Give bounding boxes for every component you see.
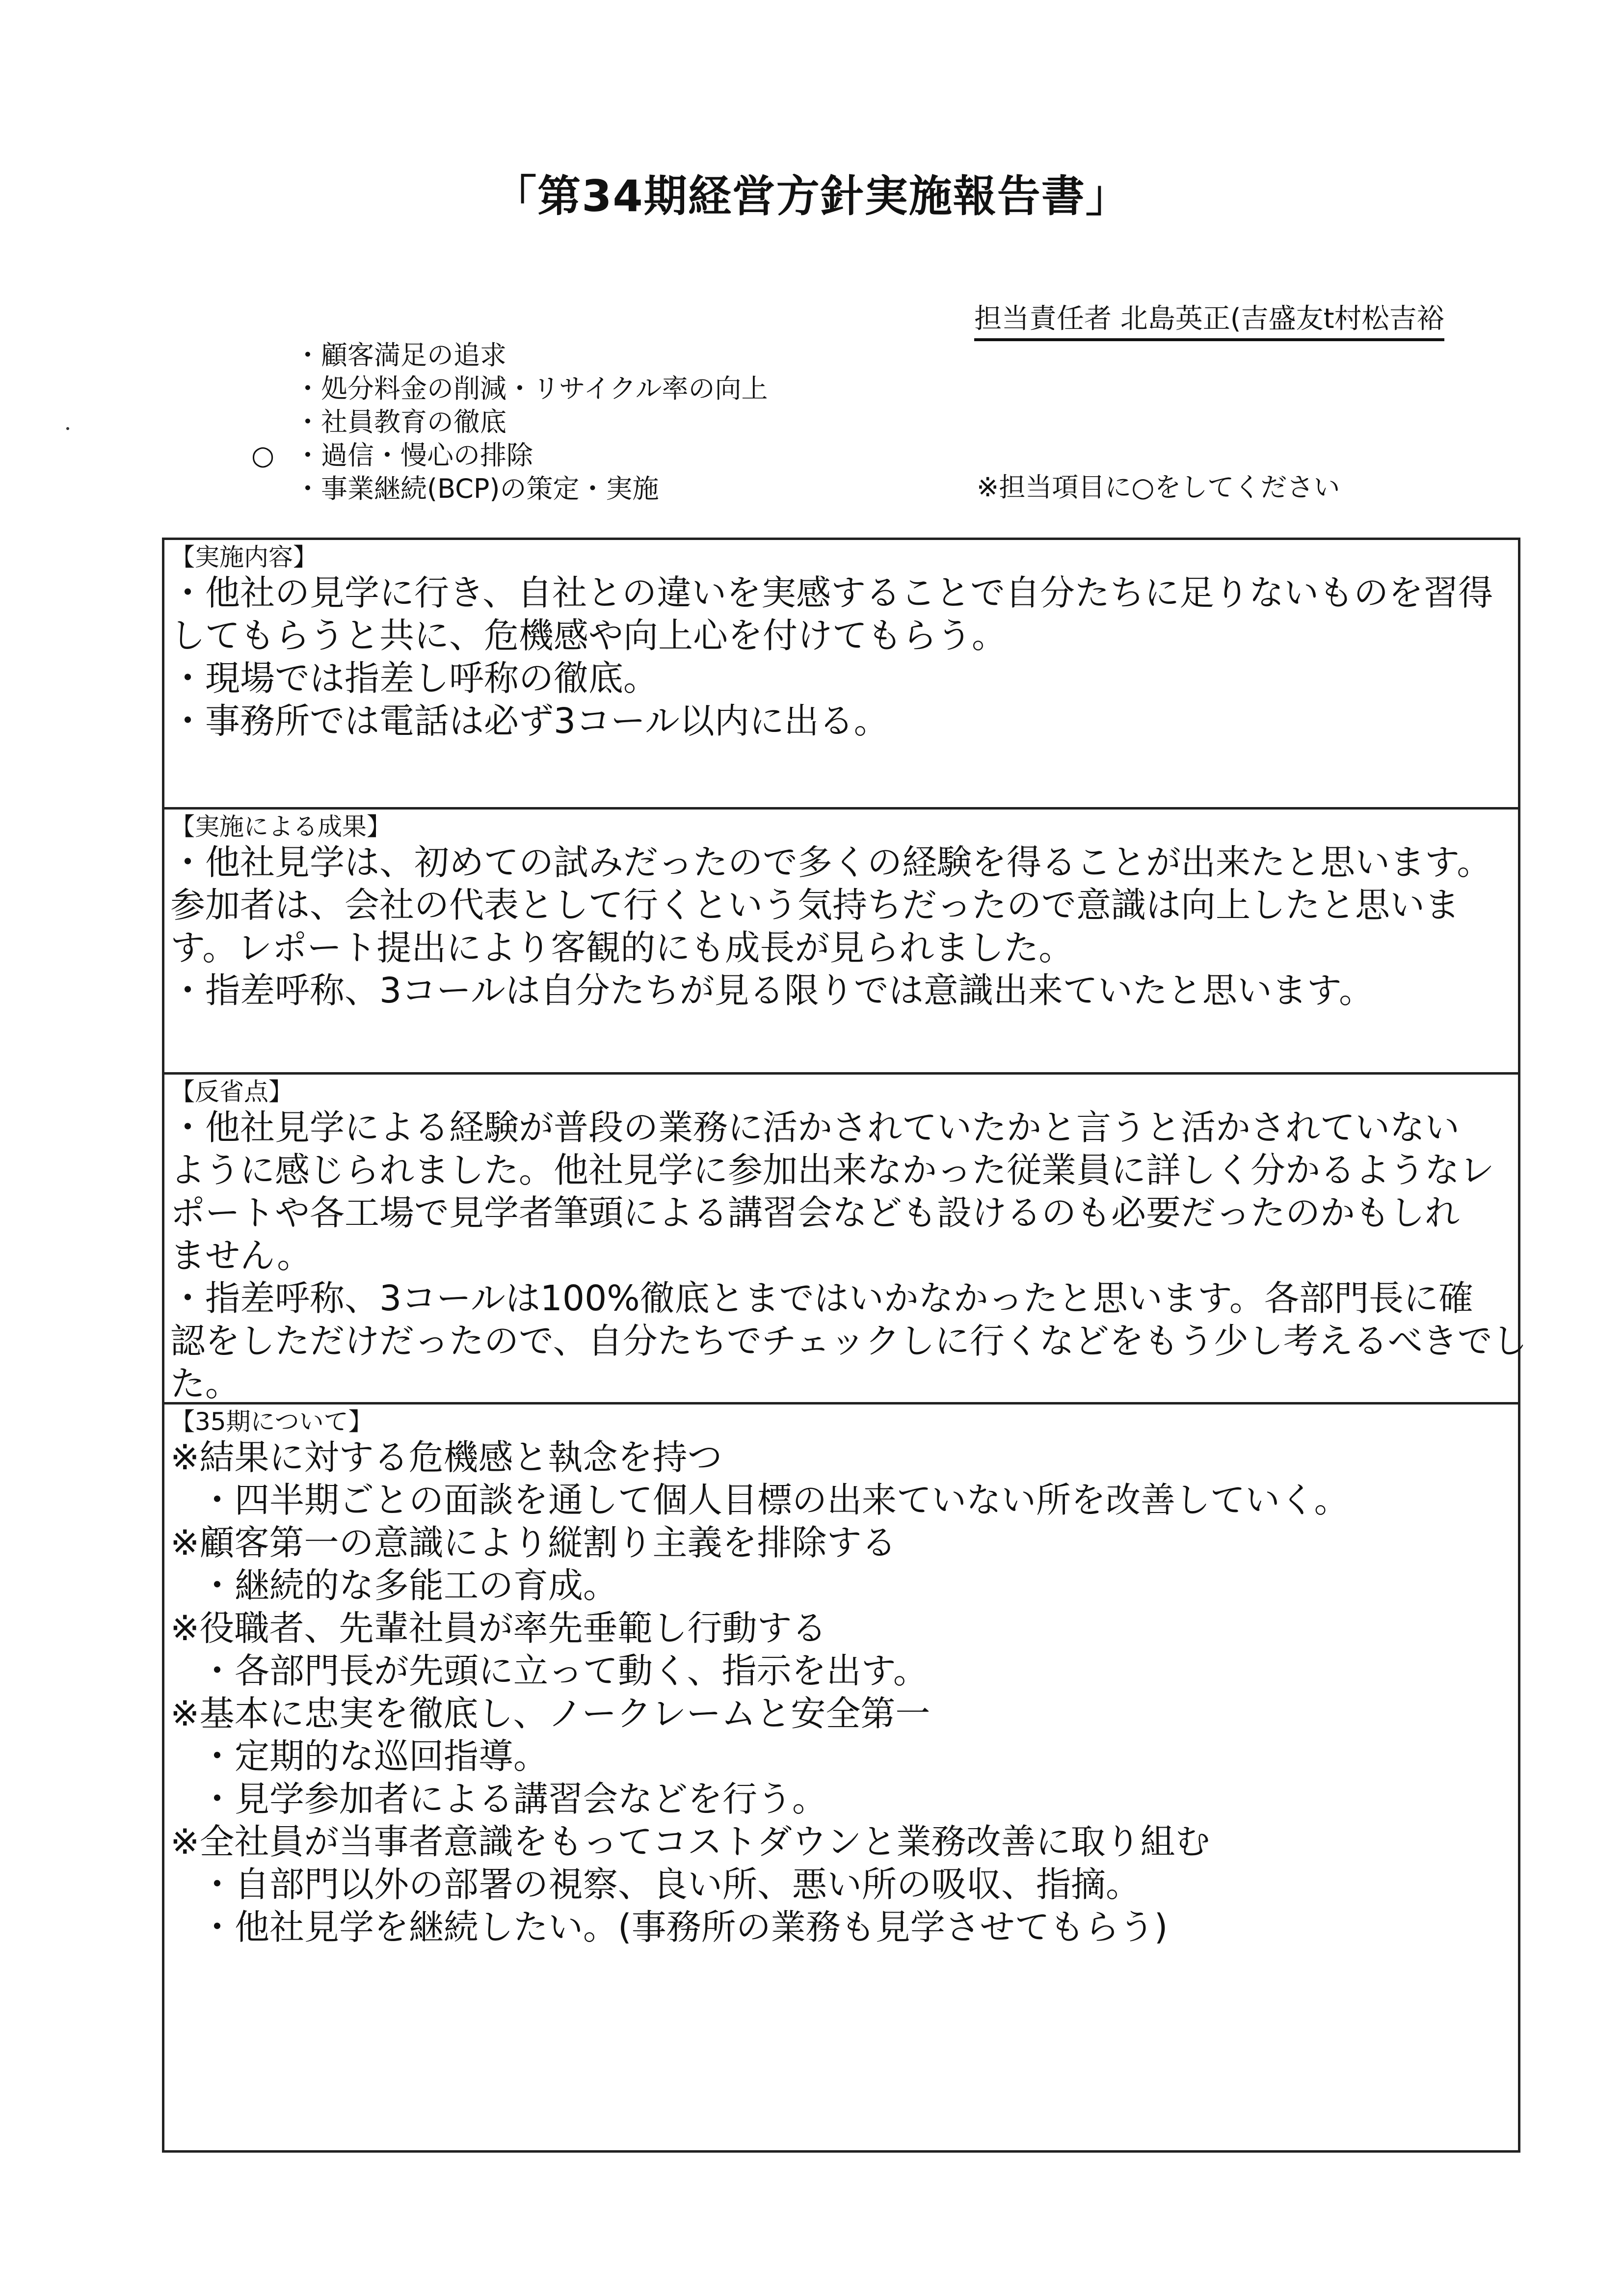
policy-text: ・事業継続(BCP)の策定・実施: [294, 473, 659, 504]
text-line: ・他社見学を継続したい。(事務所の業務も見学させてもらう): [200, 1907, 1168, 1947]
policy-text: ・社員教育の徹底: [294, 406, 506, 437]
responsible-person: 担当責任者 北島英正(吉盛友t村松吉裕: [974, 297, 1444, 341]
text-line: す。レポート提出により客観的にも成長が見られました。: [170, 927, 1074, 968]
policy-text: ・顧客満足の追求: [294, 340, 506, 371]
policy-item: [294, 472, 768, 506]
text-line: ※基本に忠実を徹底し、ノークレームと安全第一: [170, 1693, 931, 1734]
text-line: ・見学参加者による講習会などを行う。: [200, 1779, 827, 1819]
section-label: 【反省点】: [170, 1078, 293, 1106]
report-table: [162, 538, 1527, 2153]
text-line: ※役職者、先輩社員が率先垂範し行動する: [170, 1608, 827, 1648]
text-line: ・継続的な多能工の育成。: [200, 1565, 618, 1606]
text-line: ※顧客第一の意識により縦割り主義を排除する: [170, 1522, 897, 1563]
text-line: ・他社見学による経験が普段の業務に活かされていたかと言うと活かされていない: [170, 1107, 1460, 1148]
text-line: 認をしただけだったので、自分たちでチェックしに行くなどをもう少し考えるべきでし: [170, 1321, 1527, 1361]
page-title: 「第34期経営方針実施報告書」: [493, 171, 1130, 221]
section-reflection: [164, 1075, 1527, 1405]
text-line: ・定期的な巡回指導。: [200, 1736, 549, 1777]
text-line: た。: [170, 1363, 240, 1404]
policy-item: [294, 405, 768, 439]
selected-mark: ○: [251, 440, 275, 471]
text-line: ・四半期ごとの面談を通して個人目標の出来ていない所を改善していく。: [200, 1480, 1349, 1520]
policy-item: [251, 439, 768, 472]
text-line: ※全社員が当事者意識をもってコストダウンと業務改善に取り組む: [170, 1821, 1210, 1862]
section-label: 【35期について】: [170, 1407, 373, 1436]
text-line: 参加者は、会社の代表として行くという気持ちだったので意識は向上したと思いま: [170, 885, 1460, 925]
section-label: 【実施内容】: [170, 543, 318, 571]
instruction-note: ※担当項目に○をしてください: [977, 472, 1340, 503]
policy-text: ・過信・慢心の排除: [294, 440, 533, 471]
scan-speck: [66, 427, 69, 430]
text-line: ・事務所では電話は必ず3コール以内に出る。: [170, 701, 889, 741]
text-line: ※結果に対する危機感と執念を持つ: [170, 1437, 722, 1478]
section-next-term: [164, 1405, 1518, 2153]
text-line: ません。: [170, 1235, 312, 1276]
text-line: ポートや各工場で見学者筆頭による講習会なども設けるのも必要だったのかもしれ: [170, 1192, 1460, 1233]
section-results: [164, 810, 1518, 1075]
policy-list: [251, 339, 768, 506]
text-line: ・現場では指差し呼称の徹底。: [170, 658, 659, 699]
text-line: ・他社見学は、初めての試みだったので多くの経験を得ることが出来たと思います。: [170, 842, 1492, 883]
text-line: ・各部門長が先頭に立って動く、指示を出す。: [200, 1650, 928, 1691]
text-line: ・指差呼称、3コールは100%徹底とまではいかなかったと思います。各部門長に確: [170, 1278, 1474, 1319]
text-line: ように感じられました。他社見学に参加出来なかった従業員に詳しく分かるようなレ: [170, 1150, 1495, 1190]
section-implementation: [164, 540, 1518, 810]
text-line: ・自部門以外の部署の視察、良い所、悪い所の吸収、指摘。: [200, 1864, 1141, 1905]
text-line: ・他社の見学に行き、自社との違いを実感することで自分たちに足りないものを習得: [170, 572, 1493, 613]
text-line: してもらうと共に、危機感や向上心を付けてもらう。: [170, 615, 1007, 656]
policy-item: [294, 372, 768, 405]
policy-item: [294, 339, 768, 372]
section-label: 【実施による成果】: [170, 812, 391, 841]
text-line: ・指差呼称、3コールは自分たちが見る限りでは意識出来ていたと思います。: [170, 970, 1374, 1011]
policy-text: ・処分料金の削減・リサイクル率の向上: [294, 373, 768, 404]
